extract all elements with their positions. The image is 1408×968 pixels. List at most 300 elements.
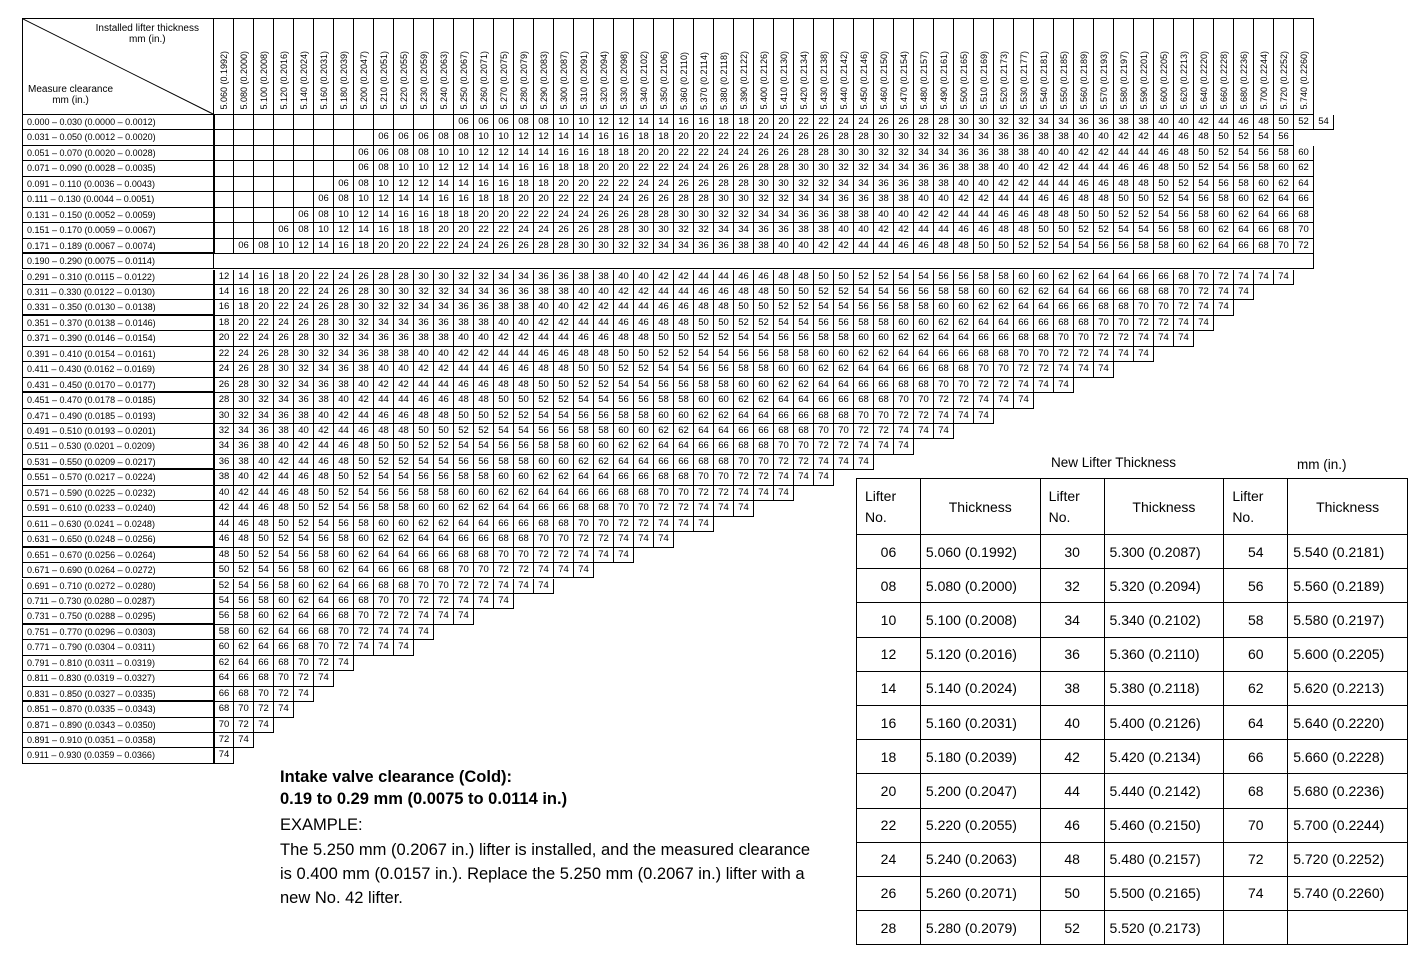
lifter-number-cell: 54 bbox=[494, 424, 514, 439]
lifter-number-cell: 62 bbox=[634, 439, 654, 454]
lifter-number-cell: 56 bbox=[334, 517, 354, 532]
lifter-number-cell: 44 bbox=[474, 362, 494, 377]
column-header-label: 5.570 (0.2193) bbox=[1099, 51, 1109, 110]
lifter-number-cell bbox=[274, 208, 294, 223]
lifter-number-cell: 28 bbox=[374, 270, 394, 285]
lifter-number-cell: 60 bbox=[614, 424, 634, 439]
column-header-label: 5.320 (0.2094) bbox=[599, 51, 609, 110]
lifter-number-cell: 34 bbox=[414, 300, 434, 315]
lifter-number-cell: 64 bbox=[694, 424, 714, 439]
lifter-number-cell: 68 bbox=[1014, 331, 1034, 346]
clearance-row-label: 0.711 – 0.730 (0.0280 – 0.0287) bbox=[22, 594, 214, 609]
lifter-number-cell: 60 bbox=[294, 579, 314, 594]
lifter-number-cell: 64 bbox=[334, 579, 354, 594]
lifter-number-cell: 40 bbox=[474, 331, 494, 346]
column-header bbox=[1234, 18, 1254, 115]
lifter-number-cell: 42 bbox=[1034, 161, 1054, 176]
lifter-number-cell bbox=[314, 146, 334, 161]
lifter-number-cell: 52 bbox=[394, 455, 414, 470]
column-header-label: 5.210 (0.2051) bbox=[379, 51, 389, 110]
lifter-number-cell: 44 bbox=[914, 223, 934, 238]
lifter-number-cell: 44 bbox=[954, 208, 974, 223]
lifter-number-cell: 58 bbox=[814, 331, 834, 346]
col-lifter-no: Lifter No. bbox=[1224, 479, 1288, 535]
lifter-number-cell: 16 bbox=[254, 270, 274, 285]
lifter-number-cell: 24 bbox=[294, 300, 314, 315]
clearance-row-label: 0.751 – 0.770 (0.0296 – 0.0303) bbox=[22, 625, 214, 640]
lifter-number-cell: 38 bbox=[794, 223, 814, 238]
lifter-number-cell: 50 bbox=[1274, 115, 1294, 130]
lifter-number-cell: 42 bbox=[354, 393, 374, 408]
lifter-number-cell: 74 bbox=[634, 532, 654, 547]
lifter-no-cell: 72 bbox=[1224, 842, 1288, 876]
lifter-number-cell: 44 bbox=[214, 517, 234, 532]
lifter-number-cell: 34 bbox=[434, 300, 454, 315]
lifter-number-cell: 38 bbox=[514, 300, 534, 315]
lifter-number-cell: 36 bbox=[974, 146, 994, 161]
column-header bbox=[554, 18, 574, 115]
lifter-number-cell: 72 bbox=[1214, 270, 1234, 285]
lifter-no-cell: 24 bbox=[857, 842, 921, 876]
lifter-number-cell: 64 bbox=[1274, 192, 1294, 207]
lifter-number-cell: 72 bbox=[474, 579, 494, 594]
lifter-number-cell: 48 bbox=[294, 486, 314, 501]
new-lifter-table bbox=[856, 478, 1408, 945]
lifter-number-cell: 16 bbox=[554, 146, 574, 161]
clearance-row-label: 0.771 – 0.790 (0.0304 – 0.0311) bbox=[22, 640, 214, 655]
lifter-number-cell: 54 bbox=[1174, 192, 1194, 207]
lifter-number-cell: 44 bbox=[394, 393, 414, 408]
lifter-number-cell: 66 bbox=[1234, 239, 1254, 254]
col-thickness: Thickness bbox=[1104, 479, 1224, 535]
lifter-no-cell: 40 bbox=[1040, 705, 1104, 739]
lifter-number-cell: 40 bbox=[774, 239, 794, 254]
lifter-number-cell: 64 bbox=[1094, 270, 1114, 285]
lifter-number-cell: 46 bbox=[534, 347, 554, 362]
lifter-number-cell: 70 bbox=[1294, 223, 1314, 238]
lifter-number-cell: 66 bbox=[354, 579, 374, 594]
lifter-number-cell bbox=[254, 177, 274, 192]
lifter-number-cell: 18 bbox=[594, 146, 614, 161]
lifter-number-cell: 42 bbox=[234, 486, 254, 501]
column-header bbox=[1274, 18, 1294, 115]
lifter-number-cell: 44 bbox=[254, 486, 274, 501]
lifter-number-cell: 62 bbox=[954, 316, 974, 331]
lifter-number-cell: 50 bbox=[334, 470, 354, 485]
lifter-number-cell: 50 bbox=[1094, 208, 1114, 223]
lifter-number-cell: 22 bbox=[614, 177, 634, 192]
lifter-number-cell: 60 bbox=[754, 378, 774, 393]
lifter-number-cell: 62 bbox=[494, 486, 514, 501]
lifter-number-cell: 68 bbox=[794, 424, 814, 439]
lifter-number-cell: 42 bbox=[1134, 130, 1154, 145]
lifter-number-cell: 42 bbox=[1054, 161, 1074, 176]
clearance-row-label: 0.731 – 0.750 (0.0288 – 0.0295) bbox=[22, 609, 214, 624]
lifter-number-cell: 54 bbox=[794, 316, 814, 331]
lifter-no-cell: 66 bbox=[1224, 740, 1288, 774]
lifter-number-cell: 56 bbox=[934, 270, 954, 285]
lifter-number-cell: 50 bbox=[794, 285, 814, 300]
lifter-number-cell: 34 bbox=[854, 177, 874, 192]
lifter-number-cell: 58 bbox=[1274, 146, 1294, 161]
lifter-number-cell: 50 bbox=[474, 409, 494, 424]
lifter-number-cell: 22 bbox=[414, 239, 434, 254]
lifter-number-cell: 52 bbox=[274, 532, 294, 547]
lifter-number-cell: 60 bbox=[1254, 177, 1274, 192]
lifter-thickness-cell: 5.160 (0.2031) bbox=[920, 705, 1040, 739]
lifter-number-cell: 70 bbox=[514, 548, 534, 563]
lifter-number-cell: 36 bbox=[834, 192, 854, 207]
lifter-number-cell: 68 bbox=[1094, 300, 1114, 315]
lifter-number-cell: 66 bbox=[694, 439, 714, 454]
lifter-number-cell: 36 bbox=[514, 285, 534, 300]
lifter-number-cell: 72 bbox=[1054, 347, 1074, 362]
lifter-number-cell: 28 bbox=[234, 378, 254, 393]
lifter-thickness-cell: 5.080 (0.2000) bbox=[920, 569, 1040, 603]
lifter-number-cell: 46 bbox=[334, 439, 354, 454]
lifter-number-cell bbox=[434, 115, 454, 130]
lifter-number-cell: 36 bbox=[854, 192, 874, 207]
lifter-number-cell: 64 bbox=[434, 532, 454, 547]
lifter-number-cell: 66 bbox=[334, 594, 354, 609]
lifter-number-cell: 68 bbox=[1174, 270, 1194, 285]
lifter-number-cell: 28 bbox=[934, 115, 954, 130]
lifter-number-cell: 12 bbox=[414, 177, 434, 192]
lifter-number-cell: 36 bbox=[994, 130, 1014, 145]
lifter-number-cell: 46 bbox=[474, 378, 494, 393]
lifter-number-cell: 14 bbox=[574, 130, 594, 145]
lifter-number-cell: 46 bbox=[434, 393, 454, 408]
lifter-number-cell: 34 bbox=[774, 208, 794, 223]
lifter-number-cell: 64 bbox=[834, 378, 854, 393]
lifter-number-cell: 36 bbox=[494, 285, 514, 300]
lifter-number-cell: 46 bbox=[1094, 177, 1114, 192]
lifter-no-cell: 20 bbox=[857, 774, 921, 808]
lifter-number-cell: 66 bbox=[254, 656, 274, 671]
lifter-number-cell: 52 bbox=[594, 378, 614, 393]
lifter-number-cell: 44 bbox=[274, 470, 294, 485]
column-header-label: 5.530 (0.2177) bbox=[1019, 51, 1029, 110]
lifter-number-cell: 36 bbox=[1094, 115, 1114, 130]
lifter-number-cell: 16 bbox=[414, 208, 434, 223]
col-lifter-no: Lifter No. bbox=[1040, 479, 1104, 535]
lifter-number-cell: 72 bbox=[534, 548, 554, 563]
lifter-number-cell: 72 bbox=[454, 579, 474, 594]
lifter-thickness-cell: 5.340 (0.2102) bbox=[1104, 603, 1224, 637]
lifter-number-cell: 66 bbox=[514, 517, 534, 532]
lifter-number-cell: 52 bbox=[314, 501, 334, 516]
column-header bbox=[794, 18, 814, 115]
lifter-number-cell: 44 bbox=[234, 501, 254, 516]
lifter-number-cell: 44 bbox=[314, 439, 334, 454]
lifter-number-cell: 60 bbox=[454, 486, 474, 501]
lifter-thickness-cell bbox=[1288, 911, 1408, 945]
lifter-number-cell: 72 bbox=[1294, 239, 1314, 254]
lifter-number-cell: 74 bbox=[1134, 347, 1154, 362]
lifter-number-cell: 52 bbox=[414, 439, 434, 454]
lifter-number-cell: 30 bbox=[234, 393, 254, 408]
lifter-number-cell: 46 bbox=[894, 239, 914, 254]
lifter-number-cell: 64 bbox=[554, 486, 574, 501]
lifter-number-cell: 38 bbox=[274, 424, 294, 439]
lifter-number-cell: 22 bbox=[294, 285, 314, 300]
lifter-number-cell: 58 bbox=[974, 270, 994, 285]
lifter-number-cell: 62 bbox=[794, 378, 814, 393]
lifter-number-cell: 68 bbox=[534, 517, 554, 532]
lifter-number-cell: 68 bbox=[354, 594, 374, 609]
lifter-number-cell: 32 bbox=[474, 270, 494, 285]
lifter-number-cell: 44 bbox=[634, 300, 654, 315]
lifter-number-cell: 46 bbox=[974, 223, 994, 238]
lifter-number-cell: 64 bbox=[574, 470, 594, 485]
lifter-number-cell: 16 bbox=[514, 161, 534, 176]
lifter-number-cell: 66 bbox=[1034, 316, 1054, 331]
lifter-number-cell: 40 bbox=[534, 300, 554, 315]
lifter-number-cell: 70 bbox=[954, 378, 974, 393]
lifter-number-cell: 42 bbox=[554, 316, 574, 331]
lifter-number-cell: 74 bbox=[1194, 316, 1214, 331]
lifter-number-cell: 64 bbox=[274, 625, 294, 640]
lifter-number-cell: 54 bbox=[1074, 239, 1094, 254]
column-header bbox=[674, 18, 694, 115]
lifter-number-cell: 46 bbox=[914, 239, 934, 254]
lifter-number-cell: 64 bbox=[1074, 285, 1094, 300]
lifter-number-cell: 60 bbox=[474, 486, 494, 501]
lifter-number-cell: 42 bbox=[534, 316, 554, 331]
lifter-number-cell: 54 bbox=[594, 393, 614, 408]
lifter-number-cell: 74 bbox=[1014, 378, 1034, 393]
column-header bbox=[654, 18, 674, 115]
lifter-number-cell: 20 bbox=[514, 192, 534, 207]
lifter-number-cell: 28 bbox=[314, 316, 334, 331]
lifter-number-cell: 64 bbox=[794, 393, 814, 408]
lifter-number-cell: 14 bbox=[214, 285, 234, 300]
lifter-number-cell: 64 bbox=[314, 594, 334, 609]
column-header-label: 5.230 (0.2059) bbox=[419, 51, 429, 110]
lifter-number-cell: 68 bbox=[774, 424, 794, 439]
lifter-number-cell: 74 bbox=[1094, 347, 1114, 362]
lifter-number-cell: 18 bbox=[254, 285, 274, 300]
lifter-thickness-cell: 5.540 (0.2181) bbox=[1288, 535, 1408, 569]
column-header-label: 5.540 (0.2181) bbox=[1039, 51, 1049, 110]
lifter-number-cell: 46 bbox=[314, 455, 334, 470]
lifter-number-cell: 52 bbox=[674, 347, 694, 362]
column-header-label: 5.260 (0.2071) bbox=[479, 51, 489, 110]
clearance-row-label: 0.551 – 0.570 (0.0217 – 0.0224) bbox=[22, 470, 214, 485]
lifter-number-cell: 74 bbox=[494, 579, 514, 594]
lifter-number-cell: 64 bbox=[774, 393, 794, 408]
lifter-number-cell: 26 bbox=[894, 115, 914, 130]
lifter-number-cell: 30 bbox=[754, 177, 774, 192]
lifter-number-cell: 36 bbox=[954, 146, 974, 161]
lifter-number-cell: 66 bbox=[934, 347, 954, 362]
lifter-number-cell: 30 bbox=[634, 223, 654, 238]
lifter-number-cell: 52 bbox=[634, 362, 654, 377]
lifter-number-cell bbox=[234, 192, 254, 207]
lifter-number-cell: 48 bbox=[554, 362, 574, 377]
lifter-number-cell: 28 bbox=[634, 208, 654, 223]
column-header-label: 5.360 (0.2110) bbox=[679, 52, 689, 110]
lifter-number-cell: 46 bbox=[354, 424, 374, 439]
lifter-number-cell bbox=[294, 146, 314, 161]
column-header-label: 5.740 (0.2260) bbox=[1299, 51, 1309, 110]
lifter-number-cell: 12 bbox=[434, 161, 454, 176]
lifter-number-cell: 60 bbox=[494, 470, 514, 485]
lifter-number-cell: 42 bbox=[654, 270, 674, 285]
lifter-number-cell: 60 bbox=[714, 393, 734, 408]
lifter-number-cell: 16 bbox=[694, 115, 714, 130]
lifter-number-cell: 60 bbox=[774, 362, 794, 377]
lifter-number-cell: 60 bbox=[334, 548, 354, 563]
lifter-number-cell: 58 bbox=[774, 347, 794, 362]
lifter-number-cell bbox=[234, 223, 254, 238]
lifter-number-cell: 10 bbox=[394, 161, 414, 176]
lifter-number-cell: 28 bbox=[714, 177, 734, 192]
lifter-number-cell: 12 bbox=[354, 208, 374, 223]
lifter-number-cell: 50 bbox=[1034, 223, 1054, 238]
lifter-number-cell: 60 bbox=[894, 316, 914, 331]
lifter-number-cell: 64 bbox=[654, 439, 674, 454]
lifter-thickness-cell: 5.380 (0.2118) bbox=[1104, 671, 1224, 705]
lifter-number-cell: 34 bbox=[354, 331, 374, 346]
column-header bbox=[534, 18, 554, 115]
lifter-number-cell: 12 bbox=[334, 223, 354, 238]
lifter-number-cell: 72 bbox=[754, 470, 774, 485]
column-header-label: 5.290 (0.2083) bbox=[539, 51, 549, 110]
lifter-number-cell bbox=[234, 161, 254, 176]
lifter-number-cell: 64 bbox=[254, 640, 274, 655]
lifter-number-cell: 40 bbox=[414, 347, 434, 362]
lifter-no-cell: 30 bbox=[1040, 535, 1104, 569]
lifter-number-cell: 34 bbox=[254, 409, 274, 424]
lifter-number-cell: 38 bbox=[554, 285, 574, 300]
lifter-number-cell: 66 bbox=[614, 470, 634, 485]
lifter-number-cell: 28 bbox=[274, 347, 294, 362]
lifter-number-cell: 58 bbox=[934, 285, 954, 300]
lifter-number-cell: 22 bbox=[814, 115, 834, 130]
lifter-number-cell: 72 bbox=[774, 455, 794, 470]
lifter-number-cell: 08 bbox=[374, 161, 394, 176]
lifter-number-cell: 48 bbox=[674, 316, 694, 331]
lifter-number-cell: 30 bbox=[254, 378, 274, 393]
lifter-number-cell: 10 bbox=[274, 239, 294, 254]
lifter-number-cell: 20 bbox=[234, 316, 254, 331]
lifter-number-cell: 52 bbox=[774, 300, 794, 315]
column-header bbox=[994, 18, 1014, 115]
new-lifter-row bbox=[857, 637, 1408, 671]
lifter-no-cell: 16 bbox=[857, 705, 921, 739]
lifter-number-cell: 74 bbox=[894, 424, 914, 439]
lifter-number-cell: 24 bbox=[654, 177, 674, 192]
lifter-number-cell: 40 bbox=[794, 239, 814, 254]
lifter-number-cell: 64 bbox=[374, 548, 394, 563]
lifter-number-cell: 70 bbox=[1094, 316, 1114, 331]
lifter-number-cell: 36 bbox=[914, 161, 934, 176]
lifter-number-cell: 70 bbox=[874, 409, 894, 424]
lifter-number-cell: 48 bbox=[734, 285, 754, 300]
lifter-number-cell: 40 bbox=[834, 223, 854, 238]
lifter-number-cell: 06 bbox=[394, 130, 414, 145]
lifter-number-cell: 66 bbox=[1054, 300, 1074, 315]
lifter-no-cell: 34 bbox=[1040, 603, 1104, 637]
lifter-number-cell: 64 bbox=[734, 409, 754, 424]
column-header bbox=[1114, 18, 1134, 115]
lifter-number-cell: 66 bbox=[974, 331, 994, 346]
lifter-number-cell: 38 bbox=[894, 192, 914, 207]
lifter-number-cell: 64 bbox=[894, 347, 914, 362]
lifter-number-cell: 60 bbox=[594, 439, 614, 454]
lifter-number-cell: 40 bbox=[314, 409, 334, 424]
lifter-number-cell: 32 bbox=[374, 300, 394, 315]
lifter-number-cell: 68 bbox=[254, 671, 274, 686]
column-header-label: 5.450 (0.2146) bbox=[859, 51, 869, 110]
lifter-number-cell: 48 bbox=[1154, 161, 1174, 176]
lifter-number-cell: 20 bbox=[294, 270, 314, 285]
lifter-number-cell: 70 bbox=[754, 455, 774, 470]
lifter-number-cell: 70 bbox=[1194, 270, 1214, 285]
lifter-number-cell: 32 bbox=[394, 300, 414, 315]
lifter-number-cell: 18 bbox=[214, 316, 234, 331]
lifter-number-cell: 68 bbox=[1074, 316, 1094, 331]
new-lifter-row bbox=[857, 842, 1408, 876]
lifter-thickness-cell: 5.120 (0.2016) bbox=[920, 637, 1040, 671]
lifter-number-cell: 24 bbox=[594, 192, 614, 207]
lifter-number-cell: 62 bbox=[434, 517, 454, 532]
lifter-number-cell: 64 bbox=[634, 455, 654, 470]
lifter-no-cell: 22 bbox=[857, 808, 921, 842]
lifter-number-cell: 62 bbox=[834, 362, 854, 377]
lifter-number-cell: 58 bbox=[714, 378, 734, 393]
lifter-number-cell: 32 bbox=[434, 285, 454, 300]
lifter-number-cell: 74 bbox=[1194, 300, 1214, 315]
lifter-number-cell: 60 bbox=[534, 455, 554, 470]
lifter-number-cell: 66 bbox=[574, 486, 594, 501]
lifter-number-cell: 68 bbox=[1054, 316, 1074, 331]
lifter-number-cell: 26 bbox=[354, 270, 374, 285]
lifter-number-cell: 54 bbox=[694, 347, 714, 362]
lifter-number-cell bbox=[234, 146, 254, 161]
column-header-label: 5.700 (0.2244) bbox=[1259, 51, 1269, 110]
lifter-number-cell: 74 bbox=[394, 625, 414, 640]
lifter-number-cell: 68 bbox=[414, 563, 434, 578]
lifter-number-cell: 56 bbox=[254, 579, 274, 594]
lifter-number-cell: 68 bbox=[654, 470, 674, 485]
lifter-number-cell: 24 bbox=[314, 285, 334, 300]
lifter-number-cell: 36 bbox=[934, 161, 954, 176]
clearance-row-label: 0.831 – 0.850 (0.0327 – 0.0335) bbox=[22, 687, 214, 702]
lifter-number-cell: 14 bbox=[534, 146, 554, 161]
lifter-number-cell: 24 bbox=[214, 362, 234, 377]
lifter-number-cell: 42 bbox=[314, 424, 334, 439]
lifter-number-cell: 60 bbox=[314, 563, 334, 578]
lifter-no-cell: 54 bbox=[1224, 535, 1288, 569]
lifter-number-cell: 20 bbox=[594, 161, 614, 176]
lifter-number-cell: 74 bbox=[574, 548, 594, 563]
lifter-number-cell: 26 bbox=[274, 331, 294, 346]
clearance-row-label: 0.131 – 0.150 (0.0052 – 0.0059) bbox=[22, 208, 214, 223]
lifter-number-cell: 34 bbox=[454, 285, 474, 300]
lifter-number-cell: 36 bbox=[694, 239, 714, 254]
column-header-label: 5.270 (0.2075) bbox=[499, 51, 509, 110]
lifter-number-cell: 46 bbox=[1154, 146, 1174, 161]
lifter-number-cell: 40 bbox=[1034, 146, 1054, 161]
lifter-number-cell: 62 bbox=[1214, 223, 1234, 238]
lifter-number-cell: 66 bbox=[854, 378, 874, 393]
lifter-number-cell: 52 bbox=[1194, 161, 1214, 176]
lifter-number-cell: 54 bbox=[854, 285, 874, 300]
lifter-number-cell: 70 bbox=[414, 579, 434, 594]
lifter-number-cell: 62 bbox=[574, 455, 594, 470]
